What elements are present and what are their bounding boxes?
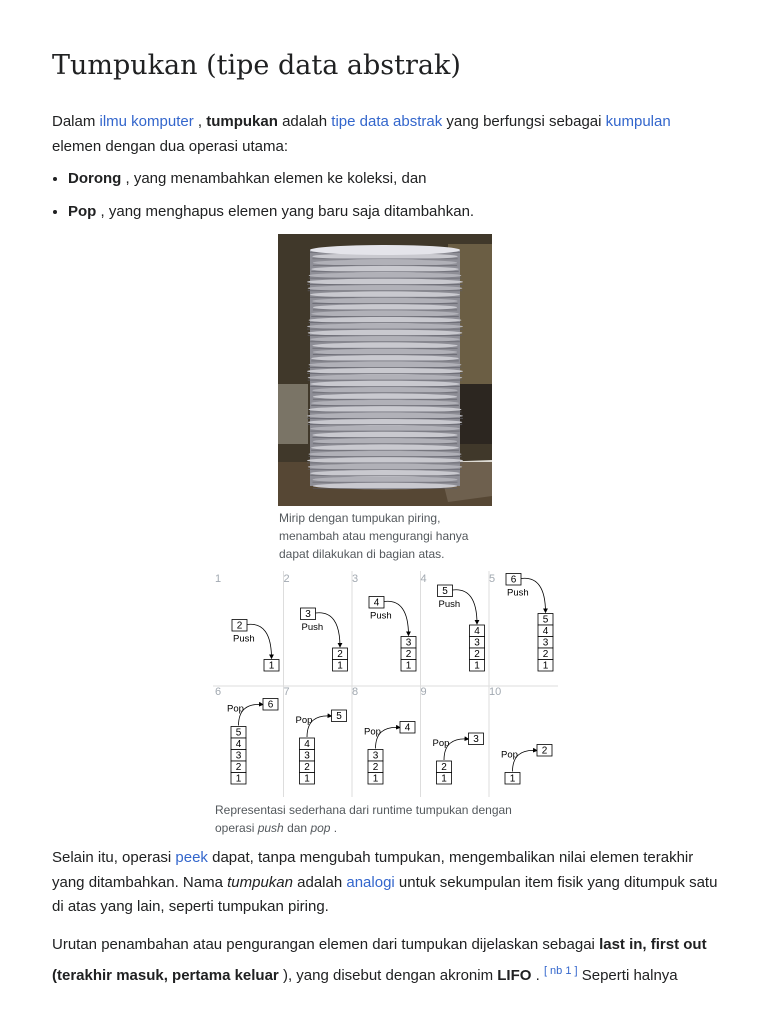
page-title: Tumpukan (tipe data abstrak) bbox=[52, 50, 461, 81]
step-number: 9 bbox=[420, 686, 427, 698]
moving-item-label: 5 bbox=[442, 586, 448, 597]
italic-term: tumpukan bbox=[227, 873, 293, 891]
pop-label: Pop bbox=[295, 715, 313, 726]
stack-cell-label: 3 bbox=[304, 750, 310, 762]
link-kumpulan[interactable]: kumpulan bbox=[605, 113, 671, 130]
moving-item-label: 3 bbox=[305, 609, 311, 620]
para-text: ), yang disebut dengan akronim bbox=[278, 966, 498, 984]
step-number: 10 bbox=[489, 686, 502, 698]
moving-item-label: 4 bbox=[404, 722, 411, 734]
step-number: 6 bbox=[215, 686, 222, 698]
intro-text: , bbox=[193, 113, 207, 130]
stack-cell-label: 1 bbox=[405, 660, 412, 672]
push-label: Push bbox=[301, 622, 324, 633]
list-item bbox=[68, 200, 474, 224]
stack-cell-label: 3 bbox=[235, 750, 242, 762]
stack-cell-label: 3 bbox=[542, 637, 549, 649]
plate-stack-image bbox=[278, 234, 492, 506]
step-number: 3 bbox=[352, 573, 359, 585]
intro-text: yang berfungsi sebagai bbox=[442, 113, 606, 130]
diagram-caption bbox=[215, 801, 535, 837]
stack-cell-label: 4 bbox=[474, 626, 480, 637]
stack-cell-label: 2 bbox=[304, 762, 310, 773]
stack-cell-label: 2 bbox=[542, 649, 549, 660]
link-tipe-data-abstrak[interactable]: tipe data abstrak bbox=[331, 113, 443, 130]
link-peek[interactable]: peek bbox=[175, 849, 208, 866]
stack-cell-label: 1 bbox=[441, 773, 447, 785]
stack-diagram[interactable] bbox=[213, 571, 558, 797]
plates-group bbox=[307, 245, 463, 489]
pop-label: Pop bbox=[227, 703, 244, 715]
stack-cell-label: 5 bbox=[542, 614, 549, 626]
stack-cell-label: 3 bbox=[405, 637, 412, 649]
op-name: Pop bbox=[68, 203, 97, 220]
push-pop-diagram bbox=[213, 571, 558, 797]
paragraph-lifo bbox=[52, 933, 718, 988]
stack-cell-label: 2 bbox=[474, 649, 480, 660]
link-ilmu-komputer[interactable]: ilmu komputer bbox=[99, 113, 194, 130]
footnote-link[interactable]: [ nb 1 ] bbox=[543, 964, 578, 977]
stack-cell-label: 3 bbox=[372, 750, 379, 762]
step-number: 1 bbox=[215, 573, 222, 585]
op-desc: , yang menambahkan elemen ke koleksi, dan bbox=[121, 170, 427, 187]
intro-text: elemen dengan dua operasi utama: bbox=[52, 137, 289, 155]
stack-cell-label: 1 bbox=[268, 660, 275, 672]
step-number: 8 bbox=[352, 686, 359, 698]
push-label: Push bbox=[438, 599, 461, 610]
para-text: Urutan penambahan atau pengurangan elemen dari tumpukan dijelaskan sebagai bbox=[52, 936, 600, 953]
stack-cell-label: 1 bbox=[304, 773, 310, 785]
pop-label: Pop bbox=[432, 738, 450, 749]
para-text: untuk sekumpulan item fisik yang ditumpuk satu di atas yang lain, seperti tumpukan piring. bbox=[52, 873, 718, 915]
stack-cell-label: 1 bbox=[542, 660, 549, 672]
push-label: Push bbox=[233, 633, 255, 645]
moving-item-label: 2 bbox=[541, 745, 548, 757]
list-item bbox=[68, 167, 474, 191]
stack-cell-label: 1 bbox=[372, 773, 379, 785]
moving-item-label: 2 bbox=[236, 620, 243, 632]
moving-item-label: 3 bbox=[473, 734, 479, 745]
op-desc: , yang menghapus elemen yang baru saja ditambahkan. bbox=[96, 203, 475, 220]
pop-label: Pop bbox=[501, 749, 518, 761]
pop-label: Pop bbox=[364, 726, 381, 738]
term-tumpukan: tumpukan bbox=[206, 113, 278, 130]
intro-text: adalah bbox=[277, 113, 332, 130]
link-analogi[interactable]: analogi bbox=[346, 873, 395, 891]
para-text: Seperti halnya bbox=[577, 966, 678, 984]
caption-text: . bbox=[330, 821, 338, 835]
moving-item-label: 6 bbox=[267, 699, 274, 711]
step-number: 7 bbox=[283, 686, 290, 698]
caption-text: Representasi sederhana dari runtime tumpukan dengan operasi bbox=[215, 803, 512, 835]
step-number: 2 bbox=[283, 573, 290, 585]
push-label: Push bbox=[507, 587, 529, 599]
moving-item-label: 4 bbox=[373, 597, 380, 609]
photo-caption: Mirip dengan tumpukan piring, menambah atau mengurangi hanya dapat dilakukan di bagian atas. bbox=[279, 511, 469, 561]
intro-paragraph bbox=[52, 110, 718, 159]
stack-cell-label: 4 bbox=[542, 626, 549, 637]
stack-cell-label: 4 bbox=[235, 739, 242, 750]
stack-cell-label: 2 bbox=[441, 762, 447, 773]
stack-cell-label: 1 bbox=[235, 773, 242, 785]
para-text: dapat, tanpa mengubah tumpukan, mengembalikan nilai elemen terakhir yang ditambahkan. Nama bbox=[52, 849, 694, 891]
stack-cell-label: 2 bbox=[372, 762, 379, 773]
plate-stack-photo[interactable] bbox=[278, 234, 492, 506]
term-lifo-full: last in, first out (terakhir masuk, pertama keluar bbox=[52, 936, 707, 984]
intro-text: Dalam bbox=[52, 113, 100, 130]
step-number: 5 bbox=[489, 573, 496, 585]
op-name: Dorong bbox=[68, 170, 122, 187]
stack-cell-label: 3 bbox=[474, 637, 480, 649]
para-text: . bbox=[531, 966, 544, 984]
step-number: 4 bbox=[420, 573, 427, 585]
caption-text: dan bbox=[283, 821, 311, 835]
diagram-grid bbox=[213, 571, 558, 797]
caption-pop: pop bbox=[310, 821, 331, 835]
term-lifo: LIFO bbox=[497, 966, 532, 984]
diagram-cells bbox=[227, 574, 553, 785]
stack-cell-label: 1 bbox=[509, 773, 516, 785]
moving-item-label: 5 bbox=[336, 711, 342, 722]
caption-push: push bbox=[257, 821, 284, 835]
stack-cell-label: 2 bbox=[405, 649, 412, 660]
stack-cell-label: 2 bbox=[337, 649, 343, 660]
stack-cell-label: 1 bbox=[474, 660, 480, 672]
para-text: adalah bbox=[292, 873, 347, 891]
stack-cell-label: 1 bbox=[337, 660, 343, 672]
stack-cell-label: 5 bbox=[235, 727, 242, 739]
push-label: Push bbox=[370, 610, 392, 622]
stack-cell-label: 4 bbox=[304, 739, 310, 750]
paragraph-peek bbox=[52, 846, 718, 920]
moving-item-label: 6 bbox=[510, 574, 517, 586]
top-plate bbox=[310, 245, 460, 255]
operations-list bbox=[52, 167, 474, 233]
para-text: Selain itu, operasi bbox=[52, 849, 176, 866]
stack-cell-label: 2 bbox=[235, 762, 242, 773]
